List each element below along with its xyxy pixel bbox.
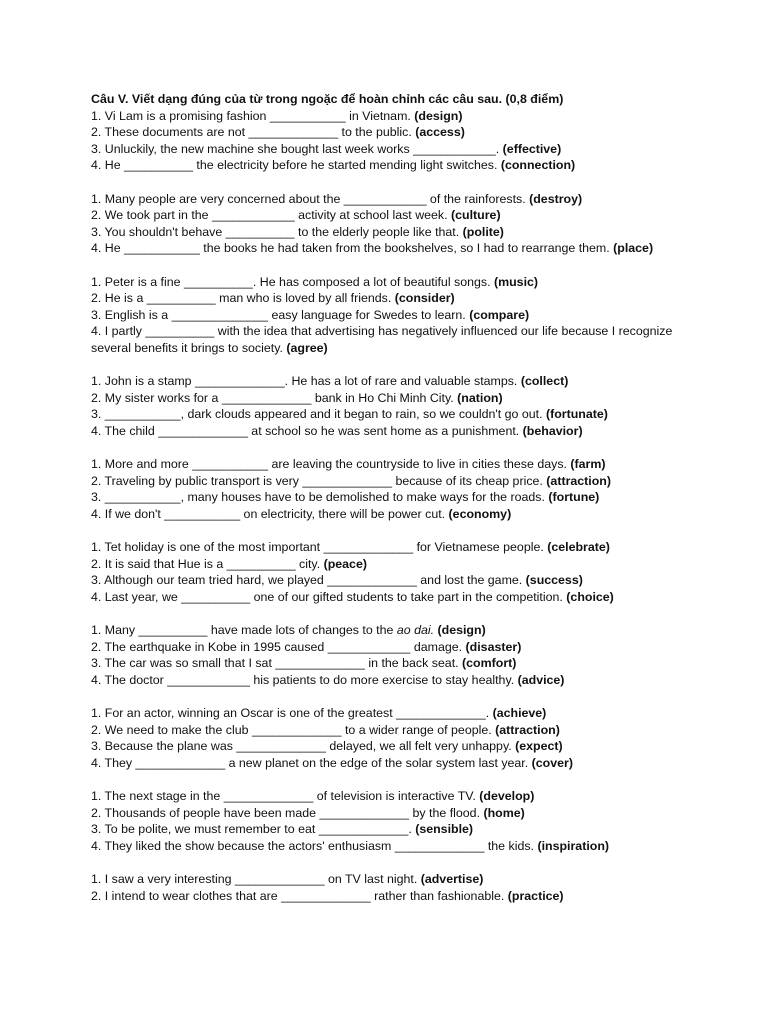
exercise-sentence [91, 722, 691, 739]
exercise-group [91, 373, 691, 439]
word-hint: (compare) [469, 307, 530, 322]
word-hint: (disaster) [465, 639, 522, 654]
exercise-sentence [91, 423, 691, 440]
exercise-sentence [91, 489, 691, 506]
sentence-text: 3. ___________, many houses have to be demolished to make ways for the roads. [91, 490, 549, 504]
exercise-sentence [91, 390, 691, 407]
exercise-sentence [91, 406, 691, 423]
sentence-text: 3. ___________, dark clouds appeared and it began to rain, so we couldn't go out. [91, 407, 546, 421]
word-hint: (farm) [570, 457, 606, 471]
sentence-text: 1. For an actor, winning an Oscar is one of the greatest _____________. [91, 706, 493, 720]
word-hint: (advertise) [420, 872, 484, 886]
word-hint: (develop) [479, 789, 535, 803]
exercise-sentence [91, 622, 691, 639]
word-hint: (access) [415, 125, 465, 139]
word-hint: (design) [414, 108, 463, 123]
word-hint: (achieve) [492, 706, 547, 720]
exercise-group [91, 191, 691, 257]
word-hint: (success) [525, 573, 583, 587]
word-hint: (home) [483, 805, 525, 820]
exercise-group [91, 108, 691, 174]
sentence-text: 4. The doctor ____________ his patients to do more exercise to stay healthy. [91, 672, 518, 687]
exercise-group [91, 871, 691, 904]
exercise-sentence [91, 755, 691, 772]
word-hint: (cover) [531, 755, 573, 770]
word-hint: (practice) [507, 888, 564, 903]
sentence-text: 2. I intend to wear clothes that are _____________ rather than fashionable. [91, 888, 508, 903]
exercise-sentence [91, 572, 691, 589]
word-hint: (design) [437, 623, 486, 637]
sentence-text: 3. To be polite, we must remember to eat _____________. [91, 822, 416, 836]
exercise-sentence [91, 473, 691, 490]
sentence-text: 2. These documents are not _____________ to the public. [91, 125, 416, 139]
word-hint: (celebrate) [547, 540, 610, 554]
sentence-text: 3. You shouldn't behave __________ to the elderly people like that. [91, 224, 463, 239]
word-hint: (inspiration) [537, 838, 610, 853]
word-hint: (polite) [462, 224, 504, 239]
sentence-text: 3. The car was so small that I sat _____________ in the back seat. [91, 656, 463, 670]
exercise-sentence [91, 639, 691, 656]
word-hint: (effective) [502, 141, 562, 156]
sentence-text: 2. Traveling by public transport is very _____________ because of its cheap price. [91, 473, 547, 488]
sentence-text: 2. It is said that Hue is a __________ city. [91, 556, 324, 571]
word-hint: (culture) [451, 208, 501, 222]
word-hint: (comfort) [462, 656, 517, 670]
word-hint: (economy) [448, 506, 512, 521]
sentence-text: 3. English is a ______________ easy language for Swedes to learn. [91, 307, 470, 322]
word-hint: (attraction) [546, 473, 612, 488]
sentence-text: 2. Thousands of people have been made _____________ by the flood. [91, 805, 484, 820]
exercise-sentence [91, 108, 691, 125]
exercise-sentence [91, 672, 691, 689]
sentence-text: 1. Vi Lam is a promising fashion ___________ in Vietnam. [91, 108, 415, 123]
sentence-text: 2. He is a __________ man who is loved by all friends. [91, 291, 395, 305]
exercise-sentence [91, 738, 691, 755]
exercise-sentence [91, 307, 691, 324]
exercise-sentence [91, 705, 691, 722]
word-hint: (nation) [457, 390, 503, 405]
sentence-text: 3. Unluckily, the new machine she bought last week works ____________. [91, 141, 503, 156]
exercise-sentence [91, 456, 691, 473]
worksheet [91, 91, 691, 921]
exercise-sentence [91, 240, 691, 257]
sentence-text: 1. I saw a very interesting _____________ on TV last night. [91, 872, 421, 886]
word-hint: (consider) [394, 291, 455, 305]
word-hint: (connection) [500, 158, 576, 172]
word-hint: (fortunate) [545, 407, 608, 421]
sentence-text: 2. My sister works for a _____________ bank in Ho Chi Minh City. [91, 390, 458, 405]
sentence-text: 4. They _____________ a new planet on the edge of the solar system last year. [91, 755, 532, 770]
sentence-text: 1. Peter is a fine __________. He has composed a lot of beautiful songs. [91, 274, 494, 289]
exercise-group [91, 539, 691, 605]
exercise-sentence [91, 539, 691, 556]
exercise-sentence [91, 224, 691, 241]
sentence-text: 4. They liked the show because the actors' enthusiasm _____________ the kids. [91, 838, 538, 853]
word-hint: (advice) [517, 672, 565, 687]
exercise-group [91, 622, 691, 688]
sentence-text: 4. He __________ the electricity before he started mending light switches. [91, 158, 501, 172]
exercise-sentence [91, 274, 691, 291]
exercise-sentence [91, 871, 691, 888]
word-hint: (expect) [515, 739, 563, 753]
word-hint: (choice) [566, 589, 614, 604]
sentence-text: 4. Last year, we __________ one of our gifted students to take part in the competition. [91, 589, 567, 604]
word-hint: (destroy) [529, 191, 583, 206]
exercise-sentence [91, 207, 691, 224]
sentence-text: 1. The next stage in the _____________ of television is interactive TV. [91, 789, 480, 803]
sentence-text: 1. Many __________ have made lots of changes to the [91, 623, 397, 637]
exercise-sentence [91, 556, 691, 573]
exercise-sentence [91, 124, 691, 141]
exercise-sentence [91, 788, 691, 805]
exercise-sentence [91, 191, 691, 208]
exercise-sentence [91, 506, 691, 523]
exercise-sentence [91, 805, 691, 822]
word-hint: (place) [613, 241, 654, 255]
word-hint: (fortune) [548, 490, 600, 504]
sentence-text: 4. The child _____________ at school so he was sent home as a punishment. [91, 423, 523, 438]
exercise-sentence [91, 888, 691, 905]
sentence-text: 4. I partly __________ with the idea that advertising has negatively influenced our life because I recognize several benefits it brings to society. [91, 324, 673, 355]
exercise-sentence [91, 655, 691, 672]
word-hint: (music) [493, 274, 539, 289]
exercise-sentence [91, 323, 691, 356]
exercise-group [91, 705, 691, 771]
exercise-group [91, 274, 691, 357]
sentence-text: 2. We need to make the club _____________ to a wider range of people. [91, 722, 496, 737]
exercise-sentence [91, 141, 691, 158]
sentence-text: 2. The earthquake in Kobe in 1995 caused ____________ damage. [91, 639, 466, 654]
word-hint: (behavior) [522, 423, 583, 438]
sentence-text: 1. More and more ___________ are leaving the countryside to live in cities these days. [91, 457, 571, 471]
italic-term: ao dai. [396, 623, 435, 637]
sentence-text: 3. Although our team tried hard, we played _____________ and lost the game. [91, 573, 526, 587]
sentence-text: 3. Because the plane was _____________ delayed, we all felt very unhappy. [91, 739, 516, 753]
word-hint: (agree) [286, 340, 328, 355]
sentence-text: 1. John is a stamp _____________. He has a lot of rare and valuable stamps. [91, 374, 521, 388]
word-hint: (collect) [520, 374, 569, 388]
sentence-text: 1. Many people are very concerned about the ____________ of the rainforests. [91, 191, 530, 206]
exercise-sentence [91, 821, 691, 838]
exercise-sentence [91, 373, 691, 390]
section-heading: Câu V. Viết dạng đúng của từ trong ngoặc để hoàn chỉnh các câu sau. (0,8 điểm) [91, 92, 564, 106]
sentence-text: 1. Tet holiday is one of the most important _____________ for Vietnamese people. [91, 540, 548, 554]
word-hint: (attraction) [495, 722, 560, 737]
exercise-group [91, 788, 691, 854]
sentence-text: 4. If we don't ___________ on electricity, there will be power cut. [91, 506, 449, 521]
exercise-sentence [91, 589, 691, 606]
exercise-sentence [91, 290, 691, 307]
exercise-sentence [91, 838, 691, 855]
word-hint: (peace) [323, 556, 367, 571]
exercise-groups [91, 108, 691, 905]
exercise-group [91, 456, 691, 522]
sentence-text: 4. He ___________ the books he had taken from the bookshelves, so I had to rearrange them. [91, 241, 614, 255]
exercise-sentence [91, 157, 691, 174]
word-hint: (sensible) [415, 822, 474, 836]
sentence-text: 2. We took part in the ____________ activity at school last week. [91, 208, 452, 222]
